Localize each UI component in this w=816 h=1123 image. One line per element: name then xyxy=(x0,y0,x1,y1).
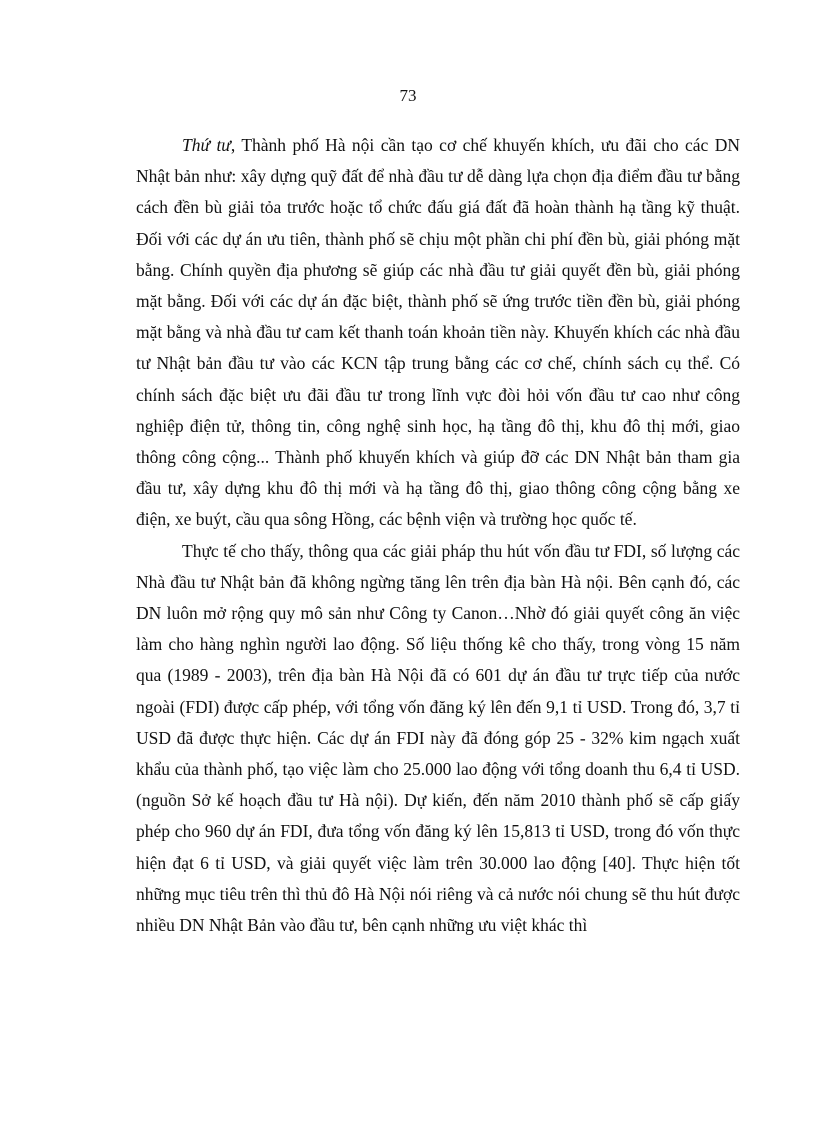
paragraph-2-text: Thực tế cho thấy, thông qua các giải pháp thu hút vốn đầu tư FDI, số lượng các Nhà đầu tư Nhật bản đã không ngừng tăng lên trên địa bàn Hà nội. Bên cạnh đó, các DN luôn mở rộng quy mô sản như Công ty Canon…Nhờ đó giải quyết công ăn việc làm cho hàng nghìn người lao động. Số liệu thống kê cho thấy, trong vòng 15 năm qua (1989 - 2003), trên địa bàn Hà Nội đã có 601 dự án đầu tư trực tiếp của nước ngoài (FDI) được cấp phép, với tổng vốn đăng ký lên đến 9,1 tỉ USD. Trong đó, 3,7 tỉ USD đã được thực hiện. Các dự án FDI này đã đóng góp 25 - 32% kim ngạch xuất khẩu của thành phố, tạo việc làm cho 25.000 lao động với tổng doanh thu 6,4 tỉ USD. (nguồn Sở kế hoạch đầu tư Hà nội). Dự kiến, đến năm 2010 thành phố sẽ cấp giấy phép cho 960 dự án FDI, đưa tổng vốn đăng ký lên 15,813 tỉ USD, trong đó vốn thực hiện đạt 6 tỉ USD, và giải quyết việc làm trên 30.000 lao động [40]. Thực hiện tốt những mục tiêu trên thì thủ đô Hà Nội nói riêng và cả nước nói chung sẽ thu hút được nhiều DN Nhật Bản vào đầu tư, bên cạnh những ưu việt khác thì xyxy=(136,540,740,936)
paragraph-1-lead: Thứ tư xyxy=(182,135,231,155)
paragraph-1 xyxy=(136,130,740,536)
paragraph-2 xyxy=(136,536,740,942)
paragraph-1-text: , Thành phố Hà nội cần tạo cơ chế khuyến khích, ưu đãi cho các DN Nhật bản như: xây dựng quỹ đất để nhà đầu tư dễ dàng lựa chọn địa điểm đầu tư bằng cách đền bù giải tỏa trước hoặc tổ chức đấu giá đất đã hoàn thành hạ tầng kỹ thuật. Đối với các dự án ưu tiên, thành phố sẽ chịu một phần chi phí đền bù, giải phóng mặt bằng. Chính quyền địa phương sẽ giúp các nhà đầu tư giải quyết đền bù, giải phóng mặt bằng. Đối với các dự án đặc biệt, thành phố sẽ ứng trước tiền đền bù, giải phóng mặt bằng và nhà đầu tư cam kết thanh toán khoản tiền này. Khuyến khích các nhà đầu tư Nhật bản đầu tư vào các KCN tập trung bằng các cơ chế, chính sách cụ thể. Có chính sách đặc biệt ưu đãi đầu tư trong lĩnh vực đòi hỏi vốn đầu tư cao như công nghiệp điện tử, thông tin, công nghệ sinh học, hạ tầng đô thị, khu đô thị mới, giao thông công cộng... Thành phố khuyến khích và giúp đỡ các DN Nhật bản tham gia đầu tư, xây dựng khu đô thị mới và hạ tầng đô thị, giao thông công cộng bằng xe điện, xe buýt, cầu qua sông Hồng, các bệnh viện và trường học quốc tế. xyxy=(136,135,740,530)
body-text xyxy=(136,130,740,941)
page-number: 73 xyxy=(399,86,417,105)
